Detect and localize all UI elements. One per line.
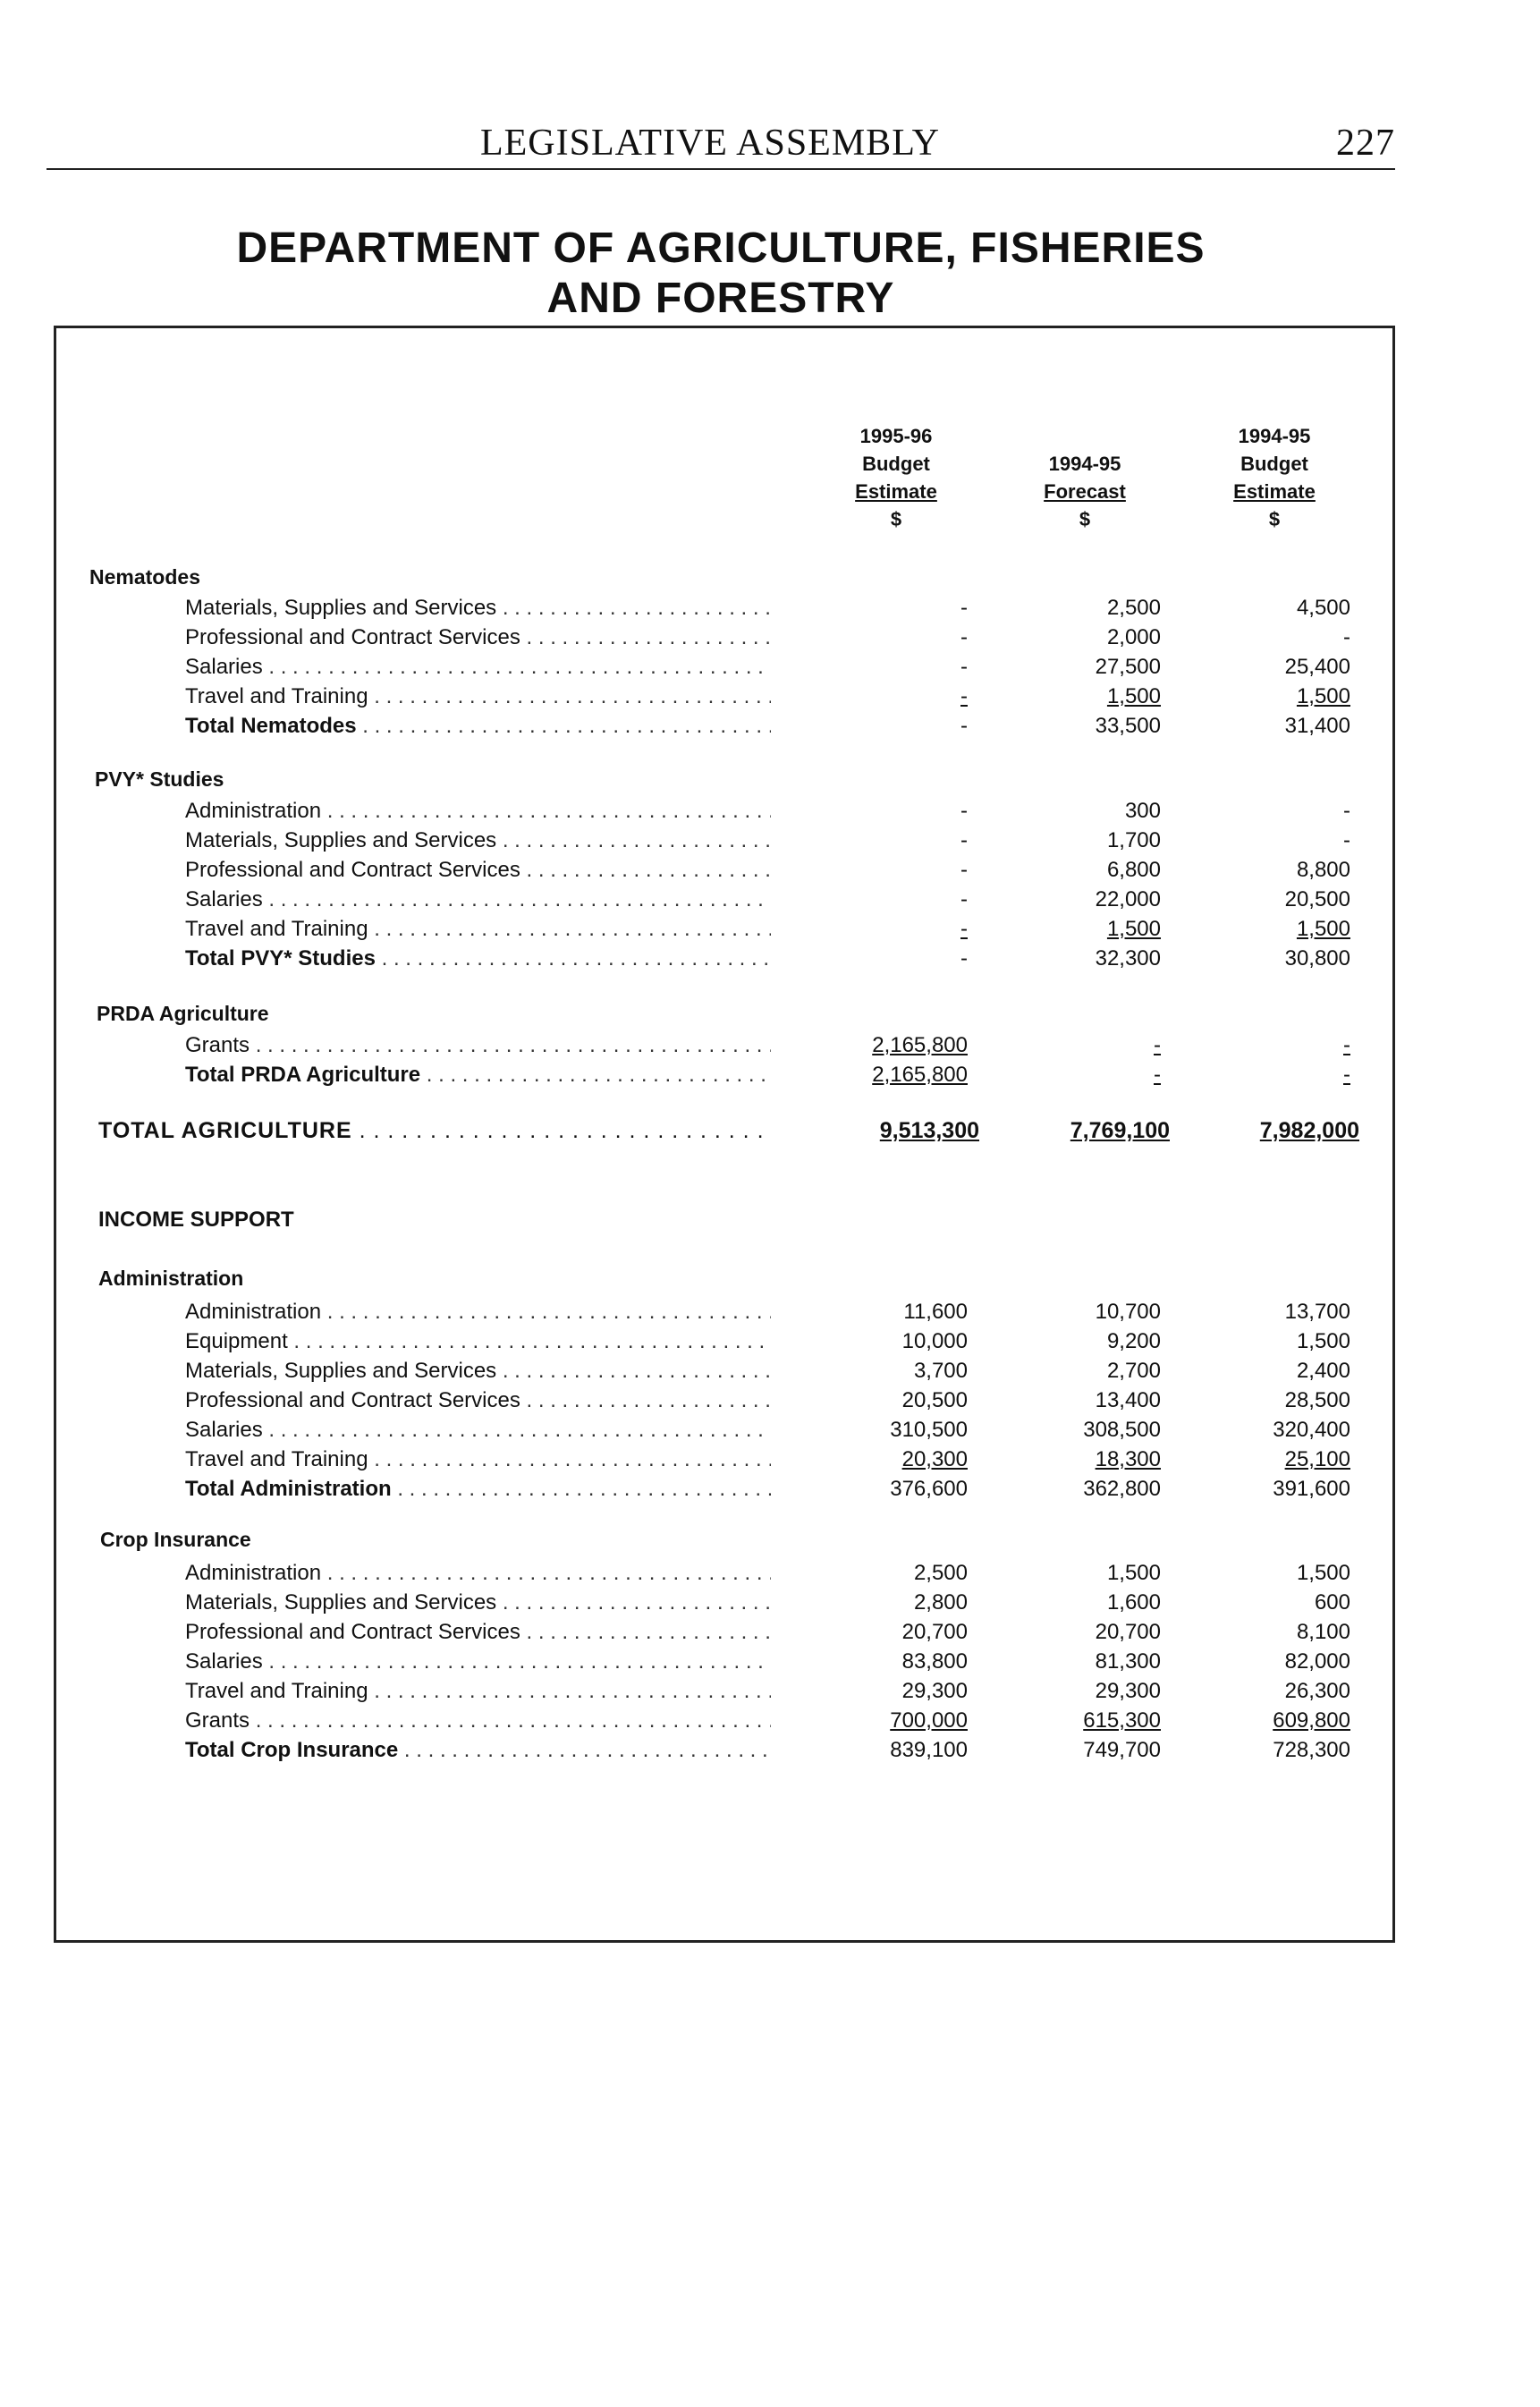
cell-1995-96-estimate: 29,300 bbox=[901, 1679, 968, 1703]
cell-1995-96-estimate: 20,500 bbox=[901, 1388, 968, 1412]
row-label: Travel and Training . . . bbox=[185, 914, 771, 944]
row-label: Salaries . . . bbox=[185, 1647, 771, 1676]
cell-1995-96-estimate: - bbox=[960, 887, 968, 911]
cell-1995-96-estimate: 310,500 bbox=[890, 1418, 968, 1442]
table-row bbox=[0, 1356, 1540, 1386]
cell-1995-96-estimate: 83,800 bbox=[901, 1649, 968, 1674]
cell-1994-95-forecast: 2,000 bbox=[1106, 625, 1161, 649]
section-heading-prda-agriculture: PRDA Agriculture bbox=[97, 1002, 269, 1025]
table-row bbox=[0, 1706, 1540, 1735]
section-heading-administration: Administration bbox=[98, 1267, 244, 1290]
cell-1994-95-estimate: 26,300 bbox=[1284, 1679, 1350, 1703]
row-label: Travel and Training . . . bbox=[185, 1676, 771, 1706]
column-header-budget-estimate-1995-96 bbox=[811, 422, 981, 533]
cell-1994-95-estimate: 728,300 bbox=[1273, 1738, 1350, 1762]
row-label: Total Administration bbox=[185, 1477, 392, 1501]
row-label: Professional and Contract Services . . . bbox=[185, 1617, 771, 1647]
cell-1994-95-forecast: 13,400 bbox=[1095, 1388, 1161, 1412]
column-header-line bbox=[1000, 422, 1170, 450]
cell-1994-95-forecast: 1,500 bbox=[1106, 1561, 1161, 1585]
table-row-total bbox=[0, 1060, 1540, 1089]
table-row bbox=[0, 796, 1540, 826]
cell-1994-95-estimate: 20,500 bbox=[1284, 887, 1350, 911]
cell-1994-95-estimate: 320,400 bbox=[1273, 1418, 1350, 1442]
cell-1994-95-forecast: 2,700 bbox=[1106, 1359, 1161, 1383]
cell-1994-95-estimate: - bbox=[1343, 799, 1350, 823]
page-title-line-1: DEPARTMENT OF AGRICULTURE, FISHERIES bbox=[236, 225, 1206, 272]
page-number: 227 bbox=[1336, 123, 1395, 164]
cell-1994-95-estimate: 600 bbox=[1314, 1590, 1350, 1615]
cell-1994-95-forecast: 18,300 bbox=[1095, 1447, 1161, 1471]
cell-1995-96-estimate: 839,100 bbox=[890, 1738, 968, 1762]
cell-1994-95-estimate: 30,800 bbox=[1284, 946, 1350, 970]
cell-1994-95-estimate: 1,500 bbox=[1296, 1561, 1350, 1585]
row-label: Travel and Training . . . bbox=[185, 682, 771, 711]
row-label: Administration . . . bbox=[185, 1558, 771, 1588]
cell-1994-95-estimate: 7,982,000 bbox=[1259, 1118, 1359, 1143]
column-header-budget-estimate-1994-95 bbox=[1189, 422, 1359, 533]
page-title bbox=[47, 224, 1395, 324]
division-heading-income-support: INCOME SUPPORT bbox=[98, 1208, 294, 1232]
table-row bbox=[0, 1676, 1540, 1706]
row-label: TOTAL AGRICULTURE . . . bbox=[98, 1118, 771, 1144]
table-row-total bbox=[0, 1474, 1540, 1504]
column-header-line: Budget bbox=[862, 453, 930, 475]
cell-1994-95-estimate: 28,500 bbox=[1284, 1388, 1350, 1412]
cell-1995-96-estimate: 2,165,800 bbox=[872, 1063, 968, 1087]
page-title-line-2: AND FORESTRY bbox=[546, 275, 895, 322]
cell-1994-95-forecast: 33,500 bbox=[1095, 714, 1161, 738]
cell-1995-96-estimate: 20,300 bbox=[901, 1447, 968, 1471]
table-row bbox=[0, 1297, 1540, 1326]
cell-1994-95-estimate: 13,700 bbox=[1284, 1300, 1350, 1324]
table-row bbox=[0, 855, 1540, 885]
column-header-unit: $ bbox=[1268, 508, 1281, 530]
row-label: Administration . . . bbox=[185, 796, 771, 826]
row-label: Total PVY* Studies bbox=[185, 946, 376, 970]
cell-1994-95-estimate: 2,400 bbox=[1296, 1359, 1350, 1383]
cell-1994-95-forecast: - bbox=[1154, 1033, 1161, 1057]
cell-1994-95-estimate: 25,400 bbox=[1284, 655, 1350, 679]
row-label: Grants . . . bbox=[185, 1030, 771, 1060]
column-header-line: 1994-95 bbox=[1048, 453, 1121, 475]
column-header-unit: $ bbox=[1079, 508, 1091, 530]
cell-1994-95-estimate: - bbox=[1343, 625, 1350, 649]
column-header-line: Forecast bbox=[1044, 480, 1126, 503]
cell-1995-96-estimate: 10,000 bbox=[901, 1329, 968, 1353]
table-row bbox=[0, 1445, 1540, 1474]
cell-1994-95-forecast: 1,700 bbox=[1106, 828, 1161, 852]
row-label: Salaries . . . bbox=[185, 885, 771, 914]
table-row bbox=[0, 1617, 1540, 1647]
cell-1994-95-forecast: 300 bbox=[1124, 799, 1161, 823]
cell-1994-95-estimate: - bbox=[1343, 828, 1350, 852]
cell-1994-95-forecast: 749,700 bbox=[1083, 1738, 1161, 1762]
table-row bbox=[0, 682, 1540, 711]
cell-1994-95-forecast: 32,300 bbox=[1095, 946, 1161, 970]
cell-1994-95-forecast: 362,800 bbox=[1083, 1477, 1161, 1501]
cell-1994-95-forecast: 6,800 bbox=[1106, 858, 1161, 882]
table-row bbox=[0, 1647, 1540, 1676]
column-header-forecast-1994-95 bbox=[1000, 422, 1170, 533]
cell-1994-95-estimate: - bbox=[1343, 1033, 1350, 1057]
cell-1995-96-estimate: - bbox=[960, 946, 968, 970]
column-header-line: 1995-96 bbox=[859, 425, 933, 447]
cell-1994-95-estimate: 609,800 bbox=[1273, 1708, 1350, 1733]
cell-1994-95-estimate: 1,500 bbox=[1296, 1329, 1350, 1353]
table-row-total bbox=[0, 711, 1540, 741]
table-row bbox=[0, 623, 1540, 652]
cell-1994-95-forecast: 81,300 bbox=[1095, 1649, 1161, 1674]
cell-1994-95-forecast: 27,500 bbox=[1095, 655, 1161, 679]
row-label: Professional and Contract Services . . . bbox=[185, 623, 771, 652]
cell-1994-95-forecast: 1,500 bbox=[1106, 917, 1161, 941]
cell-1994-95-forecast: 2,500 bbox=[1106, 596, 1161, 620]
row-label: Materials, Supplies and Services . . . bbox=[185, 593, 771, 623]
row-label: Materials, Supplies and Services . . . bbox=[185, 1588, 771, 1617]
section-heading-nematodes: Nematodes bbox=[89, 565, 200, 589]
row-label: Salaries . . . bbox=[185, 1415, 771, 1445]
column-header-line: 1994-95 bbox=[1238, 425, 1311, 447]
table-row bbox=[0, 652, 1540, 682]
running-header-title: LEGISLATIVE ASSEMBLY bbox=[480, 123, 940, 164]
cell-1994-95-forecast: 1,600 bbox=[1106, 1590, 1161, 1615]
cell-1995-96-estimate: 2,165,800 bbox=[872, 1033, 968, 1057]
row-label: Administration . . . bbox=[185, 1297, 771, 1326]
cell-1995-96-estimate: - bbox=[960, 684, 968, 708]
table-row bbox=[0, 1326, 1540, 1356]
cell-1995-96-estimate: - bbox=[960, 596, 968, 620]
column-header-line: Budget bbox=[1240, 453, 1308, 475]
grand-total-agriculture-row bbox=[98, 1118, 1440, 1150]
cell-1994-95-forecast: - bbox=[1154, 1063, 1161, 1087]
cell-1995-96-estimate: - bbox=[960, 625, 968, 649]
row-label: Materials, Supplies and Services . . . bbox=[185, 1356, 771, 1386]
row-label: Salaries . . . bbox=[185, 652, 771, 682]
row-label: Materials, Supplies and Services . . . bbox=[185, 826, 771, 855]
table-row-total bbox=[0, 1735, 1540, 1765]
cell-1995-96-estimate: - bbox=[960, 917, 968, 941]
column-header-line: Estimate bbox=[1233, 480, 1316, 503]
row-label: Total Nematodes bbox=[185, 714, 357, 738]
table-row bbox=[0, 1588, 1540, 1617]
cell-1995-96-estimate: - bbox=[960, 828, 968, 852]
cell-1994-95-estimate: 82,000 bbox=[1284, 1649, 1350, 1674]
cell-1994-95-estimate: 4,500 bbox=[1296, 596, 1350, 620]
cell-1994-95-estimate: 25,100 bbox=[1284, 1447, 1350, 1471]
table-row bbox=[0, 1558, 1540, 1588]
cell-1994-95-forecast: 308,500 bbox=[1083, 1418, 1161, 1442]
row-label: Total Crop Insurance bbox=[185, 1738, 399, 1762]
cell-1995-96-estimate: 376,600 bbox=[890, 1477, 968, 1501]
cell-1994-95-estimate: 31,400 bbox=[1284, 714, 1350, 738]
row-label: Professional and Contract Services . . . bbox=[185, 855, 771, 885]
row-label: Professional and Contract Services . . . bbox=[185, 1386, 771, 1415]
running-header bbox=[47, 114, 1395, 170]
cell-1995-96-estimate: 3,700 bbox=[913, 1359, 968, 1383]
row-label: Travel and Training . . . bbox=[185, 1445, 771, 1474]
cell-1995-96-estimate: 20,700 bbox=[901, 1620, 968, 1644]
column-header-line: Estimate bbox=[855, 480, 937, 503]
cell-1994-95-estimate: 391,600 bbox=[1273, 1477, 1350, 1501]
cell-1995-96-estimate: 2,800 bbox=[913, 1590, 968, 1615]
cell-1994-95-estimate: 8,800 bbox=[1296, 858, 1350, 882]
row-label: Total PRDA Agriculture bbox=[185, 1063, 421, 1087]
table-row bbox=[0, 1415, 1540, 1445]
cell-1995-96-estimate: - bbox=[960, 858, 968, 882]
table-row bbox=[0, 826, 1540, 855]
cell-1995-96-estimate: - bbox=[960, 655, 968, 679]
cell-1994-95-forecast: 20,700 bbox=[1095, 1620, 1161, 1644]
cell-1994-95-forecast: 29,300 bbox=[1095, 1679, 1161, 1703]
cell-1994-95-forecast: 22,000 bbox=[1095, 887, 1161, 911]
table-row-total bbox=[0, 944, 1540, 973]
section-heading-crop-insurance: Crop Insurance bbox=[100, 1528, 251, 1551]
table-row bbox=[0, 885, 1540, 914]
cell-1994-95-forecast: 7,769,100 bbox=[1070, 1118, 1170, 1143]
cell-1994-95-forecast: 1,500 bbox=[1106, 684, 1161, 708]
cell-1994-95-estimate: 1,500 bbox=[1296, 684, 1350, 708]
column-header-unit: $ bbox=[890, 508, 902, 530]
cell-1994-95-estimate: 1,500 bbox=[1296, 917, 1350, 941]
cell-1994-95-forecast: 9,200 bbox=[1106, 1329, 1161, 1353]
cell-1995-96-estimate: 11,600 bbox=[903, 1300, 968, 1324]
section-heading-pvy-studies: PVY* Studies bbox=[95, 767, 224, 791]
cell-1994-95-forecast: 615,300 bbox=[1083, 1708, 1161, 1733]
cell-1995-96-estimate: - bbox=[960, 714, 968, 738]
cell-1994-95-estimate: 8,100 bbox=[1296, 1620, 1350, 1644]
cell-1994-95-forecast: 10,700 bbox=[1095, 1300, 1161, 1324]
cell-1995-96-estimate: 9,513,300 bbox=[879, 1118, 979, 1143]
row-label: Grants . . . bbox=[185, 1706, 771, 1735]
cell-1994-95-estimate: - bbox=[1343, 1063, 1350, 1087]
table-row bbox=[0, 914, 1540, 944]
table-row bbox=[0, 593, 1540, 623]
cell-1995-96-estimate: 700,000 bbox=[890, 1708, 968, 1733]
table-row bbox=[0, 1030, 1540, 1060]
cell-1995-96-estimate: - bbox=[960, 799, 968, 823]
row-label: Equipment . . . bbox=[185, 1326, 771, 1356]
table-row bbox=[0, 1386, 1540, 1415]
cell-1995-96-estimate: 2,500 bbox=[913, 1561, 968, 1585]
